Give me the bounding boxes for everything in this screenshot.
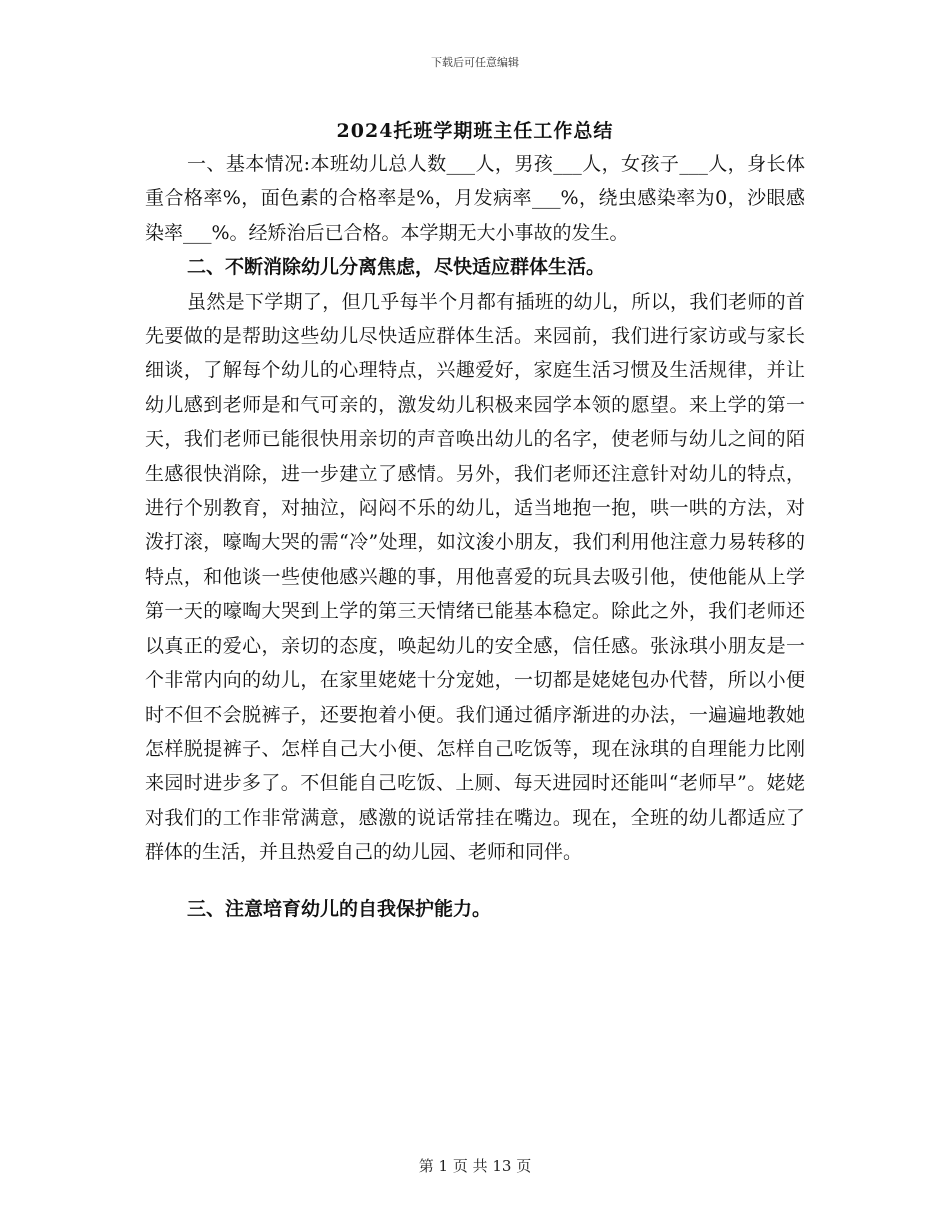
page-number: 第 1 页 共 13 页 <box>418 1157 532 1175</box>
document-body <box>145 147 805 926</box>
paragraph-basic-info: 一、基本情况:本班幼儿总人数___人，男孩___人，女孩子___人，身长体重合格率%，面色素的合格率是%，月发病率___%，绕虫感染率为0，沙眼感染率___%。经矫治后已合格。本学期无大小事故的发生。 <box>145 153 805 244</box>
section-heading-3: 三、注意培育幼儿的自我保护能力。 <box>187 897 492 920</box>
document-title: 2024托班学期班主任工作总结 <box>336 120 614 142</box>
section-heading-2: 二、不断消除幼儿分离焦虑，尽快适应群体生活。 <box>187 256 606 279</box>
paragraph-adaptation: 虽然是下学期了，但几乎每半个月都有插班的幼儿，所以，我们老师的首先要做的是帮助这些幼儿尽快适应群体生活。来园前，我们进行家访或与家长细谈，了解每个幼儿的心理特点，兴趣爱好，家庭生活习惯及生活规律，并让幼儿感到老师是和气可亲的，激发幼儿积极来园学本领的愿望。来上学的第一天，我们老师已能很快用亲切的声音唤出幼儿的名字，使老师与幼儿之间的陌生感很快消除，进一步建立了感情。另外，我们老师还注意针对幼儿的特点，进行个别教育，对抽泣，闷闷不乐的幼儿，适当地抱一抱，哄一哄的方法，对泼打滚，嚎啕大哭的需“冷”处理，如汶浚小朋友，我们利用他注意力易转移的特点，和他谈一些使他感兴趣的事，用他喜爱的玩具去吸引他，使他能从上学第一天的嚎啕大哭到上学的第三天情绪已能基本稳定。除此之外，我们老师还以真正的爱心，亲切的态度，唤起幼儿的安全感，信任感。张泳琪小朋友是一个非常内向的幼儿，在家里姥姥十分宠她，一切都是姥姥包办代替，所以小便时不但不会脱裤子，还要抱着小便。我们通过循序渐进的办法，一遍遍地教她怎样脱提裤子、怎样自己大小便、怎样自己吃饭等，现在泳琪的自理能力比刚来园时进步多了。不但能自己吃饭、上厕、每天进园时还能叫“老师早”。姥姥对我们的工作非常满意，感激的说话常挂在嘴边。现在，全班的幼儿都适应了群体的生活，并且热爱自己的幼儿园、老师和同伴。 <box>145 290 805 864</box>
header-note: 下载后可任意编辑 <box>431 56 519 69</box>
